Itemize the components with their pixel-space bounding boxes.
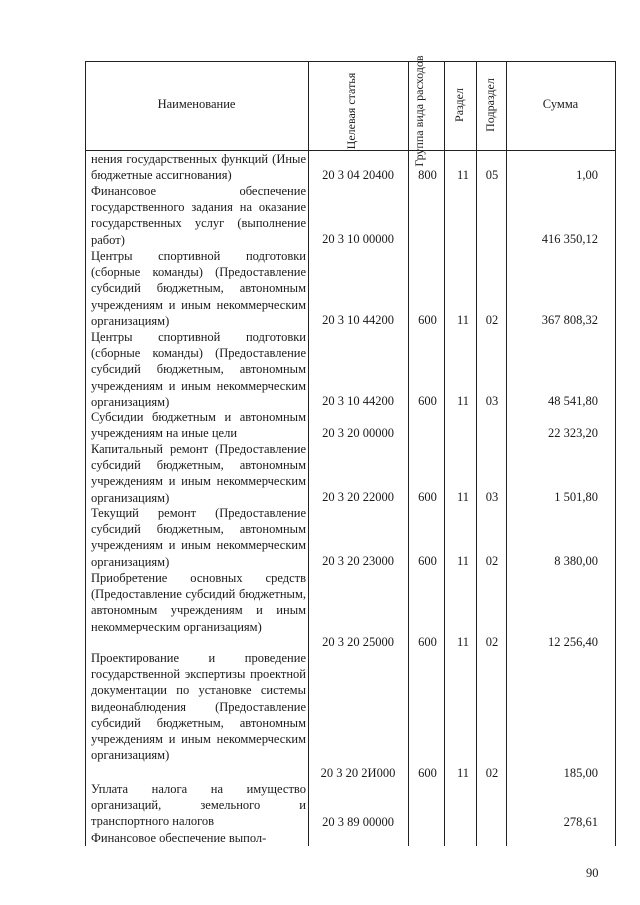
header-section: Раздел [452,88,466,122]
table-cell-group: 600 [418,554,437,568]
table-cell-code: 20 3 10 00000 [322,232,394,246]
col-border-right [615,61,616,846]
page-number: 90 [586,866,599,880]
table-cell-sum: 48 541,80 [548,394,598,408]
table-row-name: Проектирование и проведение государственной экспертизы проектной документации по установке системы видеонаблюдения (Предоставление субсидий бюджетным, автономным учреждениям и иным некоммерческим организациям) [91,651,306,763]
table-cell-group: 600 [418,313,437,327]
table-cell-section: 11 [456,635,470,649]
table-row-name: Приобретение основных средств (Предоставление субсидий бюджетным, автономным учреждениям и иным некоммерческим организациям) [91,571,306,634]
table-row-name: Финансовое обеспечение выпол- [91,831,267,845]
table-cell-code: 20 3 89 00000 [322,815,394,829]
table-cell-code: 20 3 10 44200 [322,394,394,408]
table-cell-subsection: 02 [485,554,499,568]
table-cell-sum: 185,00 [563,766,598,780]
table-cell-code: 20 3 20 00000 [322,426,394,440]
table-cell-section: 11 [456,490,470,504]
table-cell-sum: 416 350,12 [541,232,598,246]
table-row-name: Текущий ремонт (Предоставление субсидий бюджетным, автономным учреждениям и иным некоммерческим организациям) [91,506,306,569]
table-cell-subsection: 02 [485,635,499,649]
table-cell-group: 800 [418,168,437,182]
table-cell-subsection: 05 [485,168,499,182]
header-group: Группа вида расходов [412,55,426,167]
header-sum: Сумма [542,97,579,111]
header-target: Целевая статья [344,72,358,150]
table-row-name: Центры спортивной подготовки (сборные команды) (Предоставление субсидий бюджетным, автономным учреждениям и иным некоммерческим организациям) [91,330,306,409]
col-border-left [85,61,86,846]
table-cell-sum: 1 501,80 [554,490,598,504]
table-cell-code: 20 3 20 2И000 [320,766,396,780]
table-cell-sum: 22 323,20 [548,426,598,440]
table-cell-subsection: 02 [485,313,499,327]
table-cell-group: 600 [418,766,437,780]
table-cell-section: 11 [456,313,470,327]
header-name: Наименование [157,97,236,111]
table-row-name: Финансовое обеспечение государственного задания на оказание государственных услуг (выполнение работ) [91,184,306,247]
table-row-name: Субсидии бюджетным и автономным учреждениям на иные цели [91,410,306,441]
table-cell-group: 600 [418,635,437,649]
table-cell-sum: 1,00 [576,168,598,182]
table-cell-sum: 367 808,32 [541,313,598,327]
col-border-subsection [506,61,507,846]
table-cell-subsection: 03 [485,394,499,408]
table-cell-code: 20 3 20 22000 [322,490,394,504]
table-cell-code: 20 3 20 25000 [322,635,394,649]
table-cell-section: 11 [456,168,470,182]
table-cell-subsection: 02 [485,766,499,780]
header-subsection: Подраздел [483,78,497,132]
col-border-code [408,61,409,846]
table-row-name: Центры спортивной подготовки (сборные команды) (Предоставление субсидий бюджетным, автономным учреждениям и иным некоммерческим организациям) [91,249,306,328]
table-cell-sum: 278,61 [563,815,598,829]
table-cell-section: 11 [456,554,470,568]
table-cell-group: 600 [418,490,437,504]
table-row-name: нения государственных функций (Иные бюджетные ассигнования) [91,152,306,183]
table-row-name: Уплата налога на имущество организаций, земельного и транспортного налогов [91,782,306,829]
table-row-name: Капитальный ремонт (Предоставление субсидий бюджетным, автономным учреждениям и иным некоммерческим организациям) [91,442,306,505]
table-cell-code: 20 3 04 20400 [322,168,394,182]
table-cell-section: 11 [456,394,470,408]
table-cell-subsection: 03 [485,490,499,504]
table-cell-code: 20 3 10 44200 [322,313,394,327]
col-border-name [308,61,309,846]
table-cell-sum: 12 256,40 [548,635,598,649]
table-cell-sum: 8 380,00 [554,554,598,568]
table-cell-code: 20 3 20 23000 [322,554,394,568]
table-cell-group: 600 [418,394,437,408]
table-cell-section: 11 [456,766,470,780]
